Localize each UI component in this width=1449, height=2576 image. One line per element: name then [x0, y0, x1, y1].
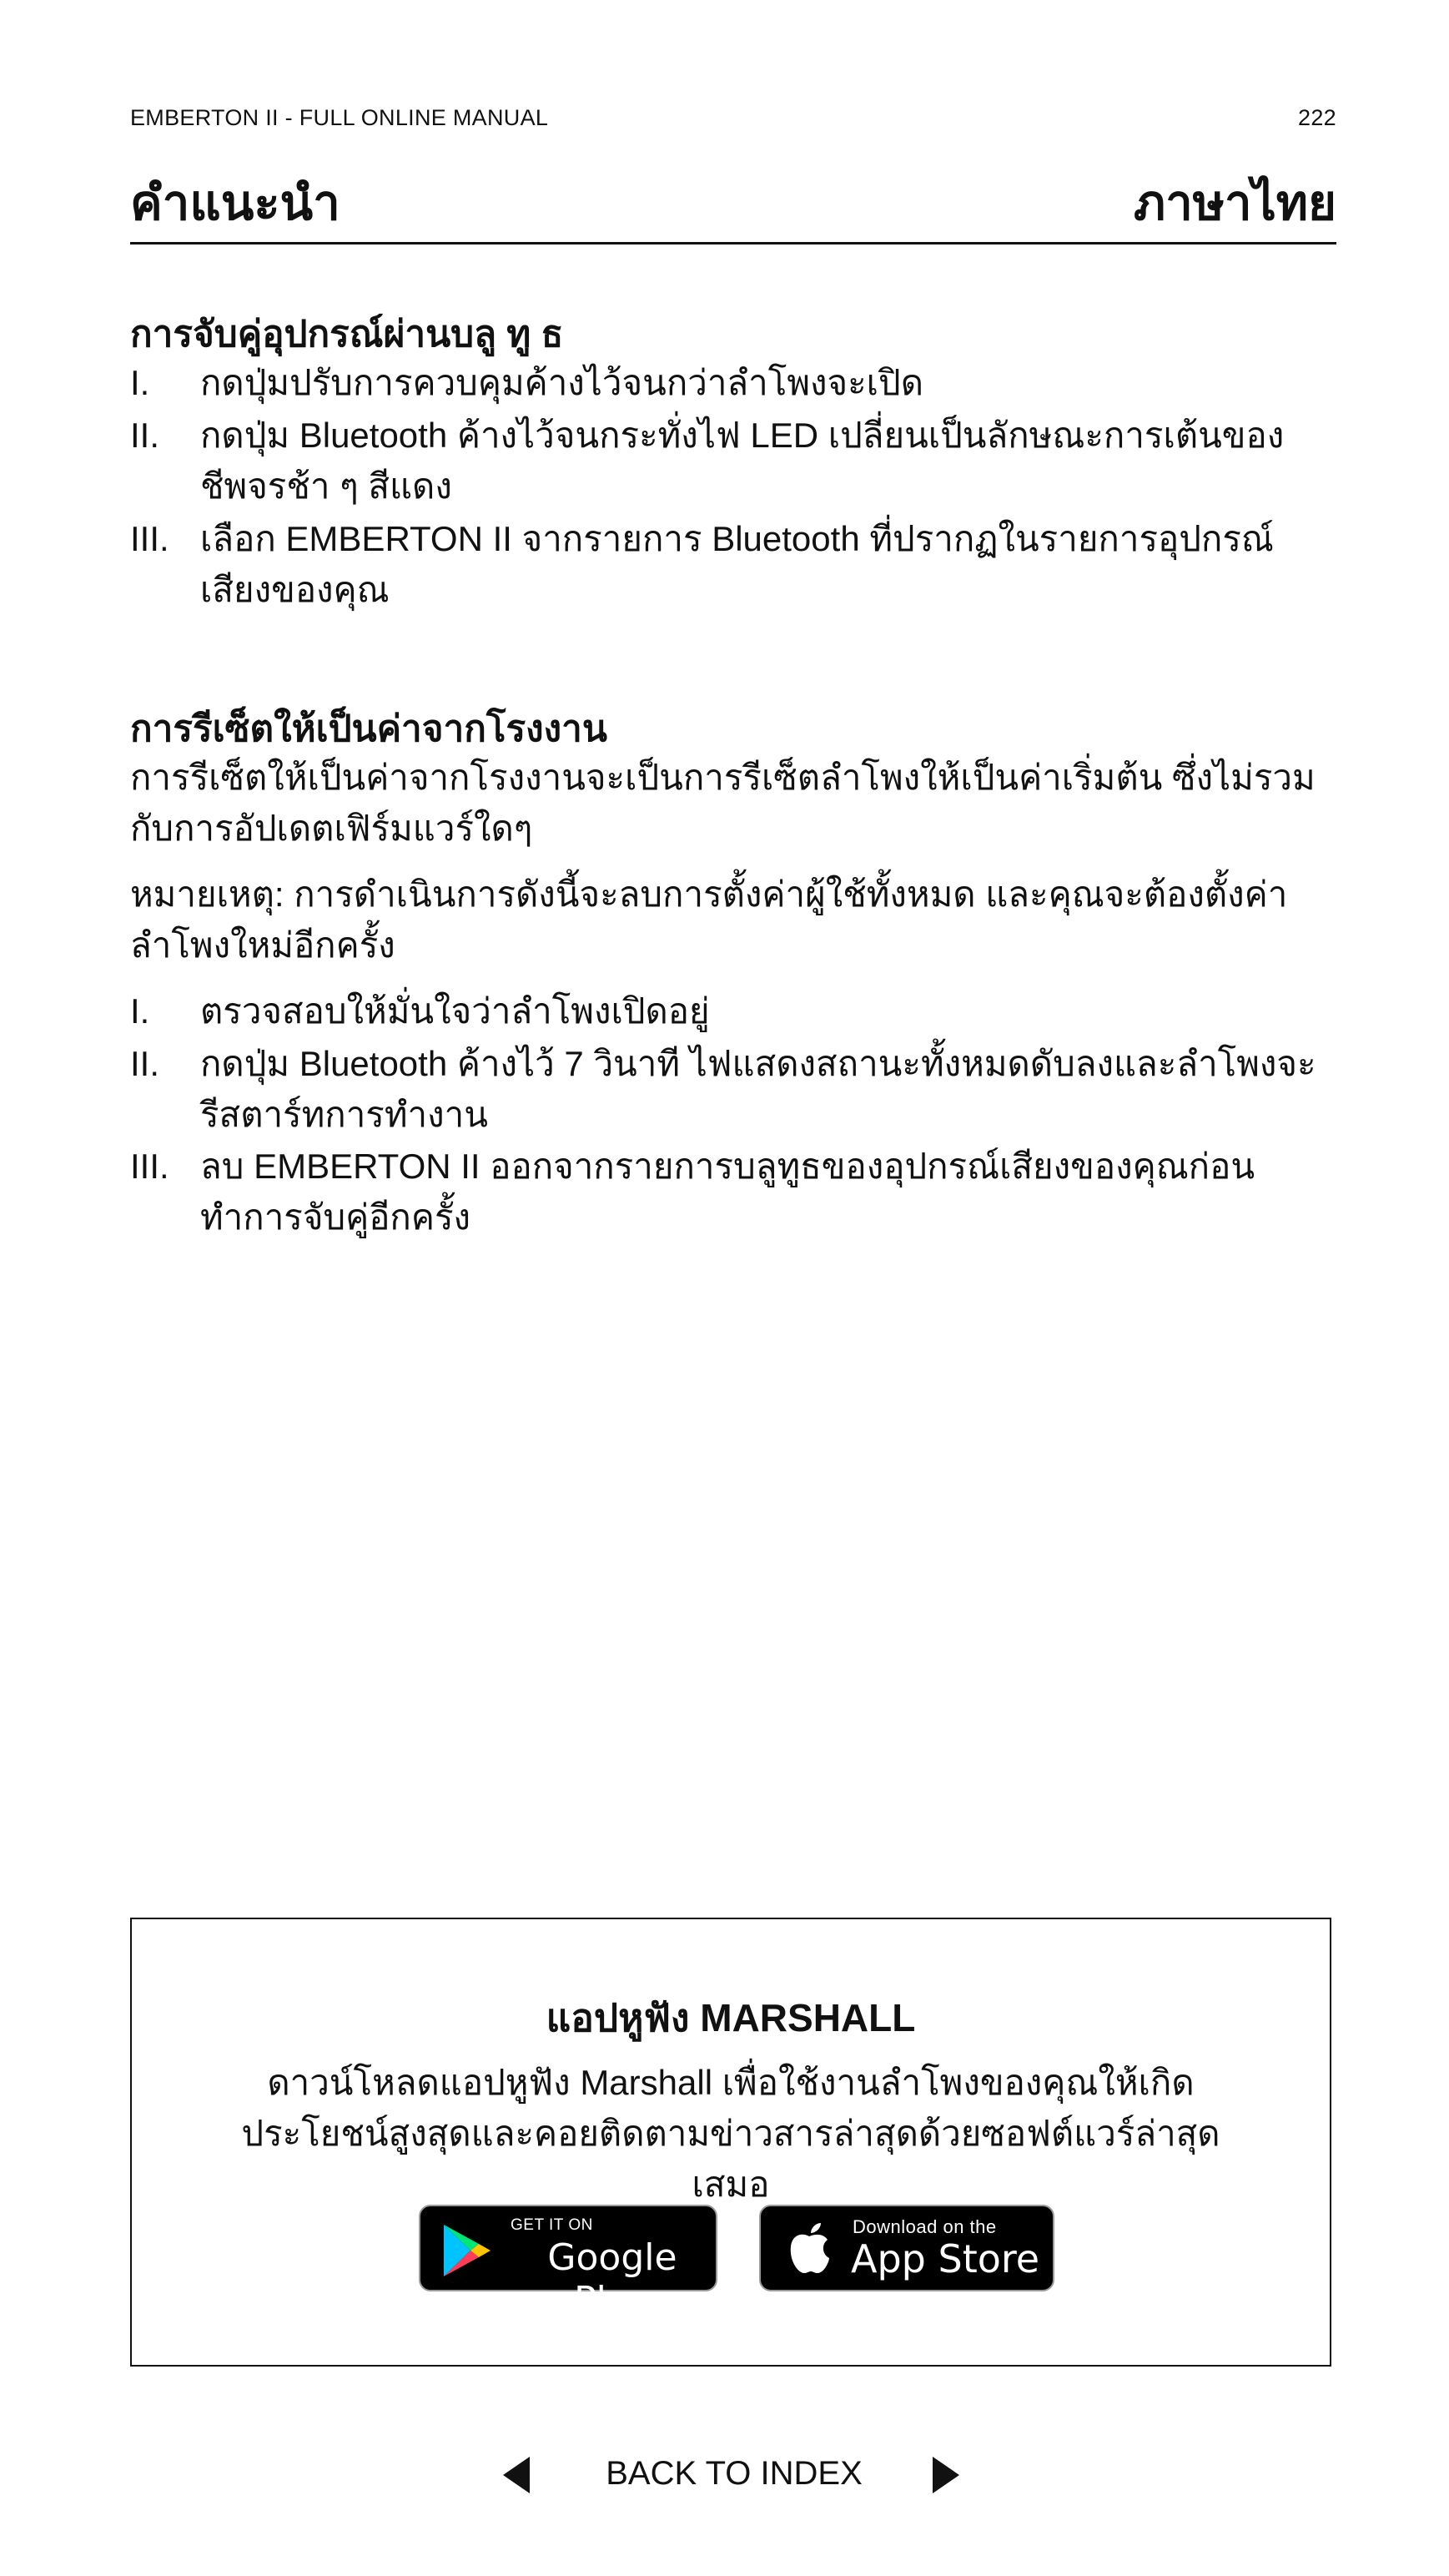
pairing-heading: การจับคู่อุปกรณ์ผ่านบลู ทู ธ — [130, 314, 564, 355]
back-to-index-link[interactable]: BACK TO INDEX — [606, 2455, 863, 2492]
reset-note: หมายเหตุ: การดำเนินการดังนี้จะลบการตั้งค่าผู้ใช้ทั้งหมด และคุณจะต้องตั้งค่าลำโพงใหม่อีกครั้ง — [130, 874, 1288, 965]
apple-icon — [786, 2221, 833, 2276]
bluetooth-pairing-section — [130, 310, 1335, 618]
page-navigation — [0, 2450, 1449, 2500]
triangle-right-icon[interactable] — [931, 2455, 961, 2495]
google-play-badge[interactable] — [419, 2205, 717, 2321]
manual-title: EMBERTON II - FULL ONLINE MANUAL — [130, 105, 549, 130]
page-number: 222 — [1298, 105, 1336, 130]
list-item — [130, 514, 1335, 616]
step-numeral: III. — [130, 1147, 169, 1187]
step-numeral: III. — [130, 518, 169, 558]
step-numeral: II. — [130, 416, 160, 456]
reset-steps — [130, 986, 1335, 1243]
triangle-left-icon[interactable] — [501, 2455, 531, 2495]
step-numeral: II. — [130, 1043, 160, 1083]
section-title: คำแนะนำ — [130, 176, 340, 230]
reset-heading: การรีเซ็ตให้เป็นค่าจากโรงงาน — [130, 708, 607, 749]
pairing-steps — [130, 358, 1335, 615]
google-play-icon — [440, 2223, 494, 2278]
step-text: กดปุ่มปรับการควบคุมค้างไว้จนกว่าลำโพงจะเปิด — [200, 363, 923, 403]
step-text: กดปุ่ม Bluetooth ค้างไว้ 7 วินาที ไฟแสดงสถานะทั้งหมดดับลงและลำโพงจะรีสตาร์ทการทำงาน — [200, 1043, 1316, 1134]
step-numeral: I. — [130, 363, 150, 403]
factory-reset-section — [130, 705, 1335, 1245]
list-item — [130, 986, 1335, 1037]
step-numeral: I. — [130, 991, 150, 1031]
list-item — [130, 358, 1335, 409]
page-header — [130, 164, 1336, 244]
step-text: ตรวจสอบให้มั่นใจว่าลำโพงเปิดอยู่ — [200, 991, 710, 1031]
step-text: ลบ EMBERTON II ออกจากรายการบลูทูธของอุปกรณ์เสียงของคุณก่อนทำการจับคู่อีกครั้ง — [200, 1147, 1255, 1238]
running-header — [130, 105, 1336, 139]
list-item — [130, 1142, 1335, 1243]
app-box-title: แอปหูฟัง MARSHALL — [546, 1996, 916, 2039]
language-title: ภาษาไทย — [1134, 176, 1336, 230]
step-text: เลือก EMBERTON II จากรายการ Bluetooth ที่ปรากฏในรายการอุปกรณ์เสียงของคุณ — [200, 518, 1274, 609]
app-store-small-text: Download on the — [853, 2216, 997, 2237]
app-box-description: ดาวน์โหลดแอปหูฟัง Marshall เพื่อใช้งานลำโพงของคุณให้เกิดประโยชน์สูงสุดและคอยติดตามข่าวสารล่าสุดด้วยซอฟต์แวร์ล่าสุดเสมอ — [241, 2063, 1220, 2204]
google-play-label: Google Play — [547, 2236, 677, 2321]
marshall-app-box — [130, 1918, 1331, 2367]
list-item — [130, 411, 1335, 512]
google-play-small-text: GET IT ON — [511, 2216, 593, 2234]
app-store-badge[interactable] — [759, 2205, 1054, 2291]
list-item — [130, 1039, 1335, 1141]
reset-intro: การรีเซ็ตให้เป็นค่าจากโรงงานจะเป็นการรีเซ็ตลำโพงให้เป็นค่าเริ่มต้น ซึ่งไม่รวมกับการอัปเดตเฟิร์มแวร์ใดๆ — [130, 758, 1316, 849]
step-text: กดปุ่ม Bluetooth ค้างไว้จนกระทั่งไฟ LED เปลี่ยนเป็นลักษณะการเต้นของชีพจรช้า ๆ สีแดง — [200, 416, 1285, 506]
app-store-label: App Store — [851, 2236, 1040, 2281]
